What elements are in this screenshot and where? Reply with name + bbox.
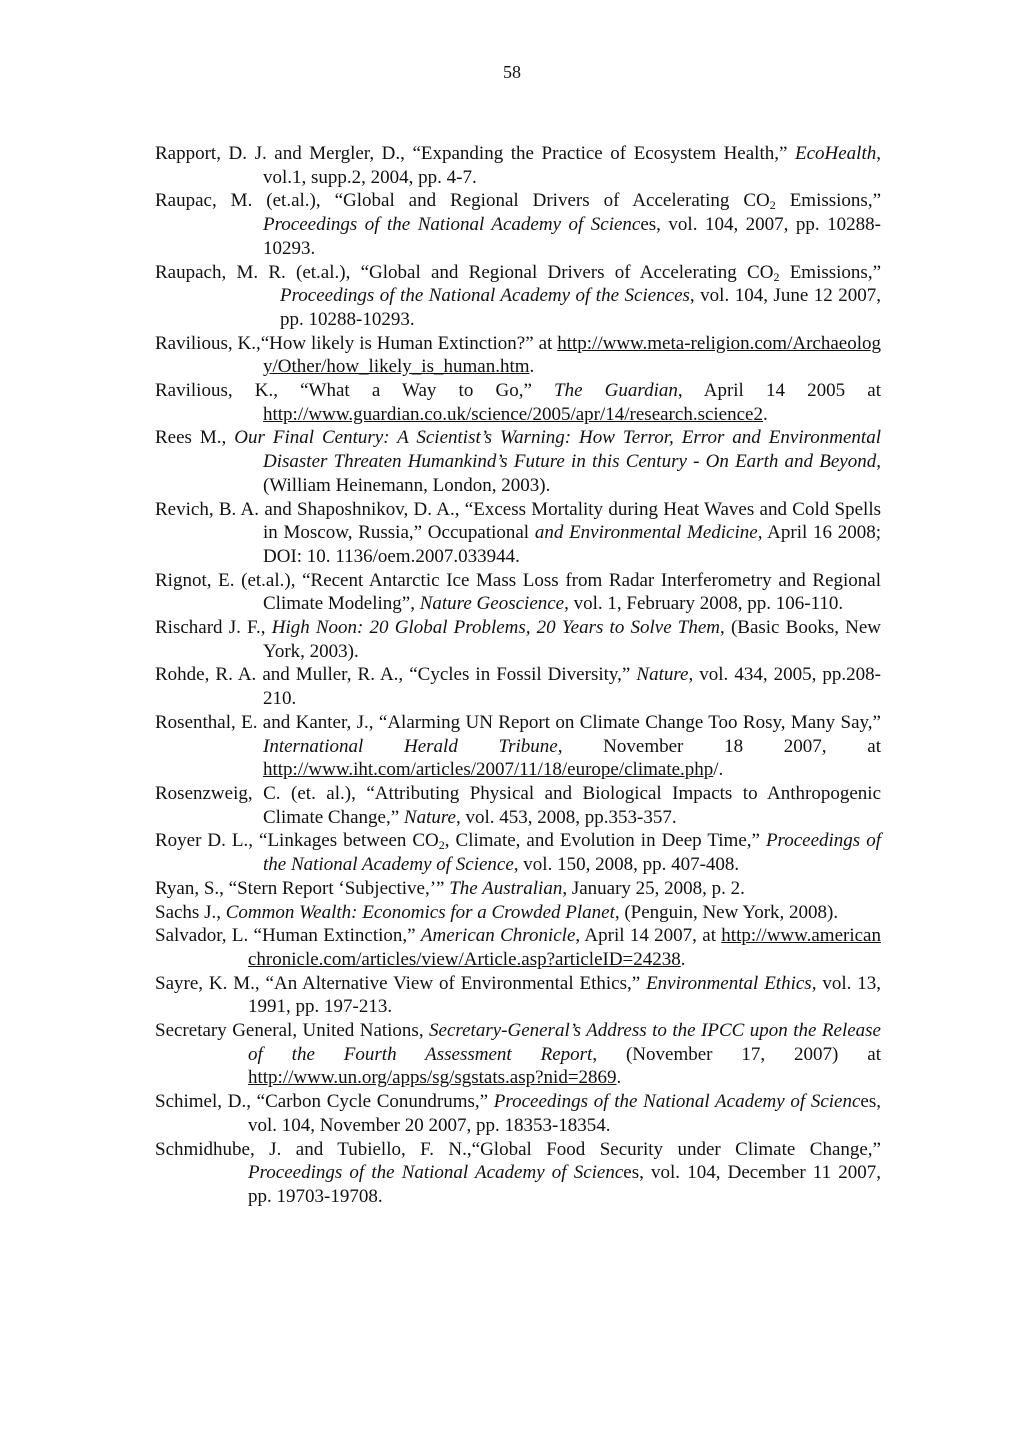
reference-entry: Sachs J., Common Wealth: Economics for a Crowded Planet, (Penguin, New York, 2008). xyxy=(155,901,839,923)
reference-entry: Raupac, M. (et.al.), “Global and Regional Drivers of Accelerating $CO_2$ Emissions,” Proceedings of the National Academy of Sciences, vol. 104, 2007, pp. 10288-10293. xyxy=(155,190,882,259)
reference-entry: Rischard J. F., High Noon: 20 Global Problems, 20 Years to Solve Them, (Basic Books, New York, 2003). xyxy=(155,617,882,662)
reference-entry: Schimel, D., “Carbon Cycle Conundrums,” Proceedings of the National Academy of Sciences, vol. 104, November 20 2007, pp. 18353-18354. xyxy=(155,1091,881,1136)
reference-link[interactable]: http://www.americanchronicle.com/articles/view/Article.asp?articleID=24238 xyxy=(248,925,881,970)
reference-entry: Rohde, R. A. and Muller, R. A., “Cycles in Fossil Diversity,” Nature, vol. 434, 2005, pp.208-210. xyxy=(155,664,881,710)
reference-entry: Rosenthal, E. and Kanter, J., “Alarming UN Report on Climate Change Too Rosy, Many Say,” International Herald Tribune, November 18 2007, at http://www.iht.com/articles/2007/11/18/europe/climate.php/. xyxy=(155,711,881,781)
reference-entry: Schmidhube, J. and Tubiello, F. N.,“Global Food Security under Climate Change,” Proceedings of the National Academy of Sciences, vol. 104, December 11 2007, pp. 19703-19708. xyxy=(155,1138,881,1207)
reference-entry: Ravilious, K., “What a Way to Go,” The Guardian, April 14 2005 at http://www.guardian.co.uk/science/2005/apr/14/research.science2. xyxy=(155,380,881,425)
reference-link[interactable]: http://www.un.org/apps/sg/sgstats.asp?nid=2869 xyxy=(248,1067,617,1089)
reference-entry: Ravilious, K.,“How likely is Human Extinction?” at http://www.meta-religion.com/Archaeology/Other/how_likely_is_human.htm. xyxy=(155,332,881,378)
reference-entry: Rosenzweig, C. (et. al.), “Attributing Physical and Biological Impacts to Anthropogenic Climate Change,” Nature, vol. 453, 2008, pp.353-357. xyxy=(155,782,881,828)
reference-entry: Raupach, M. R. (et.al.), “Global and Regional Drivers of Accelerating $CO_2$ Emissions,” Proceedings of the National Academy of the Sciences, vol. 104, June 12 2007, pp. 10288-10293. xyxy=(155,261,882,330)
reference-entry: Salvador, L. “Human Extinction,” American Chronicle, April 14 2007, at http://www.americanchronicle.com/articles/view/Article.asp?articleID=24238. xyxy=(155,925,881,970)
reference-entry: Rignot, E. (et.al.), “Recent Antarctic Ice Mass Loss from Radar Interferometry and Regional Climate Modeling”, Nature Geoscience, vol. 1, February 2008, pp. 106-110. xyxy=(155,569,881,615)
reference-entry: Rees M., Our Final Century: A Scientist’s Warning: How Terror, Error and Environmental Disaster Threaten Humankind’s Future in this Century - On Earth and Beyond, (William Heinemann, London, 2003). xyxy=(155,427,881,496)
reference-list xyxy=(155,142,881,1209)
reference-entry: Ryan, S., “Stern Report ‘Subjective,’” The Australian, January 25, 2008, p. 2. xyxy=(155,877,745,899)
reference-entry: Rapport, D. J. and Mergler, D., “Expanding the Practice of Ecosystem Health,” EcoHealth, vol.1, supp.2, 2004, pp. 4-7. xyxy=(155,143,881,188)
reference-link[interactable]: http://www.iht.com/articles/2007/11/18/europe/climate.php xyxy=(263,759,714,781)
reference-entry: Royer D. L., “Linkages between $CO_2$, Climate, and Evolution in Deep Time,” Proceedings of the National Academy of Science, vol. 150, 2008, pp. 407-408. xyxy=(155,830,881,876)
reference-entry: Revich, B. A. and Shaposhnikov, D. A., “Excess Mortality during Heat Waves and Cold Spells in Moscow, Russia,” Occupational and Environmental Medicine, April 16 2008; DOI: 10. 1136/oem.2007.033944. xyxy=(155,498,881,567)
reference-entry: Secretary General, United Nations, Secretary-General’s Address to the IPCC upon the Release of the Fourth Assessment Report, (November 17, 2007) at http://www.un.org/apps/sg/sgstats.asp?nid=2869. xyxy=(155,1020,881,1089)
reference-link[interactable]: http://www.guardian.co.uk/science/2005/apr/14/research.science2 xyxy=(263,403,763,425)
reference-entry: Sayre, K. M., “An Alternative View of Environmental Ethics,” Environmental Ethics, vol. 13, 1991, pp. 197-213. xyxy=(155,972,882,1018)
page-number: 58 xyxy=(503,62,521,82)
reference-link[interactable]: http://www.meta-religion.com/Archaeology/Other/how_likely_is_human.htm xyxy=(263,332,881,378)
